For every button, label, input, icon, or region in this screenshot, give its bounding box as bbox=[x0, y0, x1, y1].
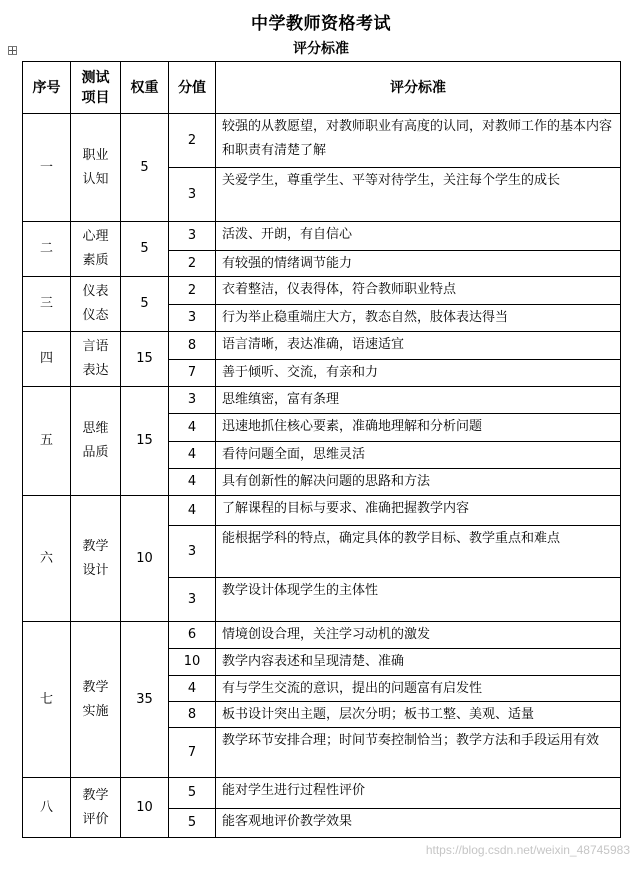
test-item-line2: 设计 bbox=[82, 562, 109, 578]
table-row bbox=[23, 332, 621, 360]
test-item-line1: 职业 bbox=[82, 147, 109, 163]
test-item-line2: 评价 bbox=[82, 811, 109, 827]
cell-score: 2 bbox=[169, 277, 216, 305]
document-subtitle: 评分标准 bbox=[293, 41, 349, 57]
table-row bbox=[23, 778, 621, 809]
cell-score: 5 bbox=[169, 778, 216, 809]
cell-score: 3 bbox=[169, 526, 216, 578]
cell-test-item bbox=[71, 332, 121, 387]
cell-score: 8 bbox=[169, 332, 216, 360]
test-item-line1: 教学 bbox=[82, 679, 109, 695]
cell-index: 二 bbox=[23, 222, 71, 277]
header-weight: 权重 bbox=[121, 62, 169, 114]
cell-criteria: 能客观地评价教学效果 bbox=[216, 809, 621, 838]
cell-criteria: 行为举止稳重端庄大方，教态自然，肢体表达得当 bbox=[216, 305, 621, 332]
cell-weight: 15 bbox=[121, 387, 169, 496]
cell-score: 5 bbox=[169, 809, 216, 838]
header-item bbox=[71, 62, 121, 114]
test-item-line1: 心理 bbox=[82, 229, 109, 244]
cell-test-item bbox=[71, 222, 121, 277]
cell-score: 3 bbox=[169, 168, 216, 222]
cell-test-item bbox=[71, 114, 121, 222]
cell-criteria: 较强的从教愿望，对教师职业有高度的认同，对教师工作的基本内容和职责有清楚了解 bbox=[216, 114, 621, 168]
header-criteria: 评分标准 bbox=[216, 62, 621, 114]
cell-criteria: 思维缜密，富有条理 bbox=[216, 387, 621, 414]
cell-weight: 5 bbox=[121, 222, 169, 277]
cell-weight: 15 bbox=[121, 332, 169, 387]
cell-criteria: 能根据学科的特点，确定具体的教学目标、教学重点和难点 bbox=[216, 526, 621, 578]
cell-criteria: 衣着整洁，仪表得体，符合教师职业特点 bbox=[216, 277, 621, 305]
cell-index: 六 bbox=[23, 496, 71, 622]
cell-weight: 35 bbox=[121, 622, 169, 778]
cell-index: 四 bbox=[23, 332, 71, 387]
test-item-line2: 仪态 bbox=[82, 308, 109, 323]
cell-criteria: 板书设计突出主题，层次分明；板书工整、美观、适量 bbox=[216, 702, 621, 728]
cell-criteria: 具有创新性的解决问题的思路和方法 bbox=[216, 469, 621, 496]
cell-score: 10 bbox=[169, 649, 216, 676]
cell-criteria: 能对学生进行过程性评价 bbox=[216, 778, 621, 809]
table-row bbox=[23, 114, 621, 168]
cell-score: 4 bbox=[169, 676, 216, 702]
test-item-line2: 品质 bbox=[82, 445, 109, 460]
cell-score: 4 bbox=[169, 496, 216, 526]
test-item-line1: 教学 bbox=[82, 787, 109, 803]
cell-criteria: 了解课程的目标与要求、准确把握教学内容 bbox=[216, 496, 621, 526]
test-item-line1: 仪表 bbox=[82, 284, 109, 299]
table-row bbox=[23, 277, 621, 305]
cell-score: 3 bbox=[169, 387, 216, 414]
cell-criteria: 看待问题全面，思维灵活 bbox=[216, 442, 621, 469]
test-item-line1: 教学 bbox=[82, 538, 109, 554]
cell-criteria: 语言清晰，表达准确，语速适宜 bbox=[216, 332, 621, 360]
test-item-line2: 认知 bbox=[82, 171, 109, 187]
table-row bbox=[23, 387, 621, 414]
cell-criteria: 有较强的情绪调节能力 bbox=[216, 251, 621, 277]
cell-index: 七 bbox=[23, 622, 71, 778]
cell-index: 一 bbox=[23, 114, 71, 222]
cell-test-item bbox=[71, 387, 121, 496]
cell-criteria: 迅速地抓住核心要素，准确地理解和分析问题 bbox=[216, 414, 621, 442]
cell-test-item bbox=[71, 778, 121, 838]
cell-score: 4 bbox=[169, 469, 216, 496]
watermark: https://blog.csdn.net/weixin_48745983 bbox=[425, 843, 630, 857]
cell-index: 五 bbox=[23, 387, 71, 496]
cell-score: 3 bbox=[169, 578, 216, 622]
cell-score: 2 bbox=[169, 251, 216, 277]
cell-criteria: 情境创设合理，关注学习动机的激发 bbox=[216, 622, 621, 649]
table-row bbox=[23, 222, 621, 251]
scoring-table bbox=[22, 61, 621, 838]
table-row bbox=[23, 496, 621, 526]
cell-test-item bbox=[71, 496, 121, 622]
cell-criteria: 活泼、开朗，有自信心 bbox=[216, 222, 621, 251]
cell-weight: 10 bbox=[121, 496, 169, 622]
cell-score: 4 bbox=[169, 442, 216, 469]
cell-score: 4 bbox=[169, 414, 216, 442]
cell-weight: 5 bbox=[121, 277, 169, 332]
document-title: 中学教师资格考试 bbox=[251, 14, 391, 34]
cell-score: 7 bbox=[169, 360, 216, 387]
cell-criteria: 教学内容表述和呈现清楚、准确 bbox=[216, 649, 621, 676]
cell-criteria: 教学环节安排合理；时间节奏控制恰当；教学方法和手段运用有效 bbox=[216, 728, 621, 778]
test-item-line2: 实施 bbox=[82, 703, 109, 719]
cell-score: 3 bbox=[169, 222, 216, 251]
cell-criteria: 善于倾听、交流，有亲和力 bbox=[216, 360, 621, 387]
cell-weight: 5 bbox=[121, 114, 169, 222]
test-item-line1: 言语 bbox=[82, 339, 109, 354]
header-score: 分值 bbox=[169, 62, 216, 114]
cell-test-item bbox=[71, 277, 121, 332]
cell-score: 6 bbox=[169, 622, 216, 649]
table-row bbox=[23, 622, 621, 649]
header-row bbox=[23, 62, 621, 114]
cell-criteria: 教学设计体现学生的主体性 bbox=[216, 578, 621, 622]
cell-weight: 10 bbox=[121, 778, 169, 838]
cell-index: 八 bbox=[23, 778, 71, 838]
test-item-line2: 素质 bbox=[82, 253, 109, 268]
header-item-line1: 测试 bbox=[81, 69, 110, 86]
cell-index: 三 bbox=[23, 277, 71, 332]
cell-test-item bbox=[71, 622, 121, 778]
cell-score: 8 bbox=[169, 702, 216, 728]
header-item-line2: 项目 bbox=[81, 89, 110, 106]
test-item-line2: 表达 bbox=[82, 363, 109, 378]
cell-score: 3 bbox=[169, 305, 216, 332]
cell-criteria: 有与学生交流的意识，提出的问题富有启发性 bbox=[216, 676, 621, 702]
cell-score: 2 bbox=[169, 114, 216, 168]
header-index: 序号 bbox=[23, 62, 71, 114]
test-item-line1: 思维 bbox=[82, 421, 109, 436]
table-body bbox=[23, 114, 621, 838]
cell-criteria: 关爱学生，尊重学生、平等对待学生，关注每个学生的成长 bbox=[216, 168, 621, 222]
cell-score: 7 bbox=[169, 728, 216, 778]
